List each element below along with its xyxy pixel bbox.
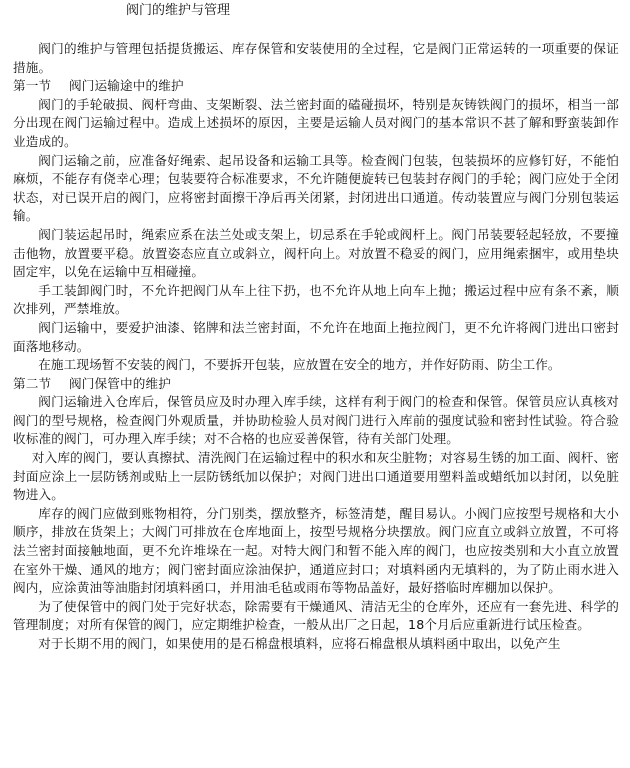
section-2-heading <box>13 375 619 394</box>
section-2-paragraph: 对于长期不用的阀门，如果使用的是石棉盘根填料，应将石棉盘根从填料函中取出，以免产生 <box>38 636 561 651</box>
intro-paragraph: 阀门的维护与管理包括提货搬运、库存保管和安装使用的全过程，它是阀门正常运转的一项重要的保证措施。 <box>13 41 619 75</box>
section-2-title: 阀门保管中的维护 <box>69 375 171 391</box>
section-2-paragraph: 为了使保管中的阀门处于完好状态，除需要有干燥通风、清洁无尘的仓库外，还应有一套先进、科学的管理制度；对所有保管的阀门，应定期维护检查，一般从出厂之日起，18个月后应重新进行试压检查。 <box>13 598 619 633</box>
section-1-paragraph: 阀门装运起吊时，绳索应系在法兰处或支架上，切忌系在手轮或阀杆上。阀门吊装要轻起轻放，不要撞击他物，放置要平稳。放置姿态应直立或斜立，阀杆向上。对放置不稳妥的阀门，应用绳索捆牢，或用垫块固定牢，以免在运输中互相碰撞。 <box>13 226 619 280</box>
document-body <box>13 40 619 654</box>
section-1-paragraph: 阀门的手轮破损、阀杆弯曲、支架断裂、法兰密封面的磕碰损坏，特别是灰铸铁阀门的损坏，相当一部分出现在阀门运输过程中。造成上述损坏的原因，主要是运输人员对阀门的基本常识不甚了解和野蛮装卸作业造成的。 <box>13 96 619 149</box>
section-2-paragraph: 阀门运输进入仓库后，保管员应及时办理入库手续，这样有利于阀门的检查和保管。保管员应认真核对阀门的型号规格，检查阀门外观质量，并协助检验人员对阀门进行入库前的强度试验和密封性试验。符合验收标准的阀门，可办理入库手续；对不合格的也应妥善保管，待有关部门处理。 <box>13 394 619 447</box>
section-2-paragraph: 库存的阀门应做到账物相符，分门别类，摆放整齐，标签清楚，醒目易认。小阀门应按型号规格和大小顺序，排放在货架上；大阀门可排放在仓库地面上，按型号规格分块摆放。阀门应直立或斜立放置，不可将法兰密封面接触地面，更不允许堆垛在一起。对特大阀门和暂不能入库的阀门，也应按类别和大小直立放置在室外干燥、通风的地方；阀门密封面应涂油保护，通道应封口；对填料函内无填料的，为了防止雨水进入阀内，应涂黄油等油脂封闭填料函口，并用油毛毡或雨布等物品盖好，最好搭临时库棚加以保护。 <box>13 505 619 596</box>
section-1-paragraph: 在施工现场暂不安装的阀门，不要拆开包装，应放置在安全的地方，并作好防雨、防尘工作。 <box>38 357 561 373</box>
section-1-title: 阀门运输途中的维护 <box>69 78 184 94</box>
section-1-paragraph: 阀门运输之前，应准备好绳索、起吊设备和运输工具等。检查阀门包装，包装损坏的应修钉好，不能怕麻烦，不能存有侥幸心理；包装要符合标准要求，不允许随便旋转已包装封存阀门的手轮；阀门应处于全闭状态，对已误开启的阀门，应将密封面擦干净后再关闭紧，封闭进出口通道。传动装置应与阀门分别包装运输。 <box>13 152 619 224</box>
section-1-paragraph: 手工装卸阀门时，不允许把阀门从车上往下扔，也不允许从地上向车上抛；搬运过程中应有条不紊，顺次排列，严禁堆放。 <box>13 282 619 317</box>
section-1-number: 第一节 <box>13 78 52 94</box>
section-1-paragraph: 阀门运输中，要爱护油漆、铭牌和法兰密封面，不允许在地面上拖拉阀门，更不允许将阀门进出口密封面落地移动。 <box>13 319 619 354</box>
section-2-number: 第二节 <box>13 375 52 391</box>
section-2-paragraph: 对入库的阀门，要认真擦拭、清洗阀门在运输过程中的积水和灰尘脏物；对容易生锈的加工面、阀杆、密封面应涂上一层防锈剂或贴上一层防锈纸加以保护；对阀门进出口通道要用塑料盖或蜡纸加以封闭，以免脏物进入。 <box>13 450 619 503</box>
document-title: 阀门的维护与管理 <box>126 3 231 18</box>
section-1-heading <box>13 77 619 96</box>
